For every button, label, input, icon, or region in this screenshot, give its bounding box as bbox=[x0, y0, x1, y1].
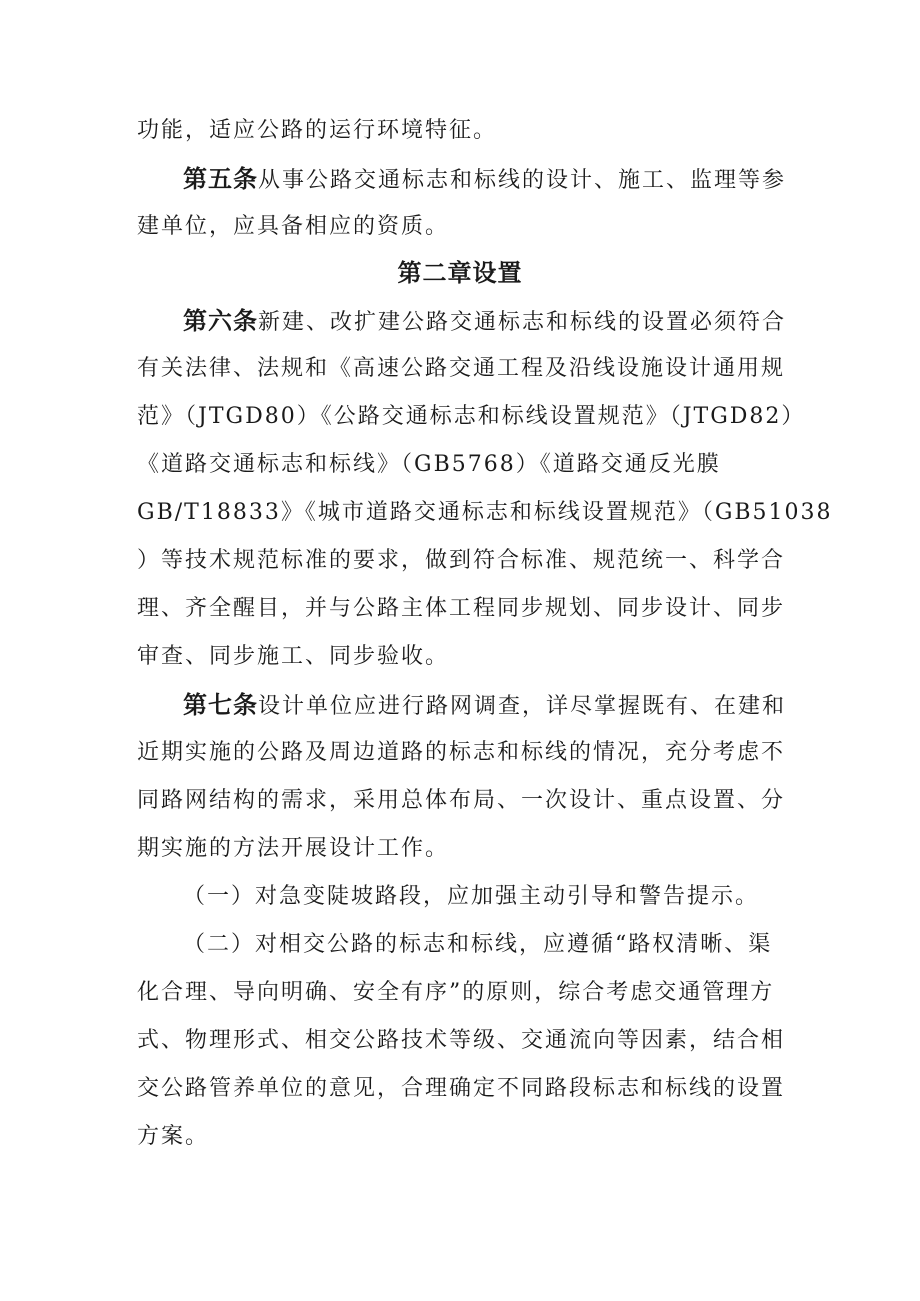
item-1-line: （一）对急变陡坡路段，应加强主动引导和警告提示。 bbox=[183, 884, 760, 909]
article-6-text-1: 新建、改扩建公路交通标志和标线的设置必须符合 bbox=[258, 310, 787, 335]
item-2-line-3: 式、物理形式、相交公路技术等级、交通流向等因素，结合相 bbox=[137, 1028, 786, 1053]
article-7-label: 第七条 bbox=[183, 691, 258, 719]
article-6-line-1 bbox=[183, 306, 786, 338]
item-2-line-2: 化合理、导向明确、安全有序”的原则，综合考虑交通管理方 bbox=[137, 980, 775, 1005]
item-2-line-4: 交公路管养单位的意见，合理确定不同路段标志和标线的设置 bbox=[137, 1076, 786, 1101]
paragraph-intro-line: 功能，适应公路的运行环境特征。 bbox=[137, 118, 498, 143]
article-5-label: 第五条 bbox=[183, 165, 258, 193]
article-6-line-7: 理、齐全醒目，并与公路主体工程同步规划、同步设计、同步 bbox=[137, 596, 786, 621]
article-6-line-8: 审查、同步施工、同步验收。 bbox=[137, 644, 450, 669]
article-6-line-3: 范》（JTGD80）《公路交通标志和标线设置规范》（JTGD82） bbox=[137, 404, 806, 429]
item-2-line-5: 方案。 bbox=[137, 1124, 210, 1149]
article-6-label: 第六条 bbox=[183, 307, 258, 335]
article-6-line-5: GB/T18833》《城市道路交通标志和标线设置规范》（GB51038 bbox=[137, 500, 833, 525]
item-2-line-1: （二）对相交公路的标志和标线，应遵循“路权清晰、渠 bbox=[183, 932, 773, 957]
article-6-line-6: ）等技术规范标准的要求，做到符合标准、规范统一、科学合 bbox=[137, 548, 786, 573]
article-6-line-2: 有关法律、法规和《高速公路交通工程及沿线设施设计通用规 bbox=[137, 356, 786, 381]
article-7-line-2: 近期实施的公路及周边道路的标志和标线的情况，充分考虑不 bbox=[137, 740, 786, 765]
article-7-line-1 bbox=[183, 690, 786, 722]
chapter-2-heading: 第二章设置 bbox=[397, 259, 523, 287]
article-5-line-2: 建单位，应具备相应的资质。 bbox=[137, 214, 450, 239]
article-7-text-1: 设计单位应进行路网调查，详尽掌握既有、在建和 bbox=[258, 694, 787, 719]
article-7-line-3: 同路网结构的需求，采用总体布局、一次设计、重点设置、分 bbox=[137, 788, 786, 813]
article-5-line-1 bbox=[183, 164, 786, 196]
article-7-line-4: 期实施的方法开展设计工作。 bbox=[137, 836, 450, 861]
article-5-text-1: 从事公路交通标志和标线的设计、施工、监理等参 bbox=[258, 168, 787, 193]
article-6-line-4: 《道路交通标志和标线》（GB5768）《道路交通反光膜 bbox=[137, 452, 721, 477]
